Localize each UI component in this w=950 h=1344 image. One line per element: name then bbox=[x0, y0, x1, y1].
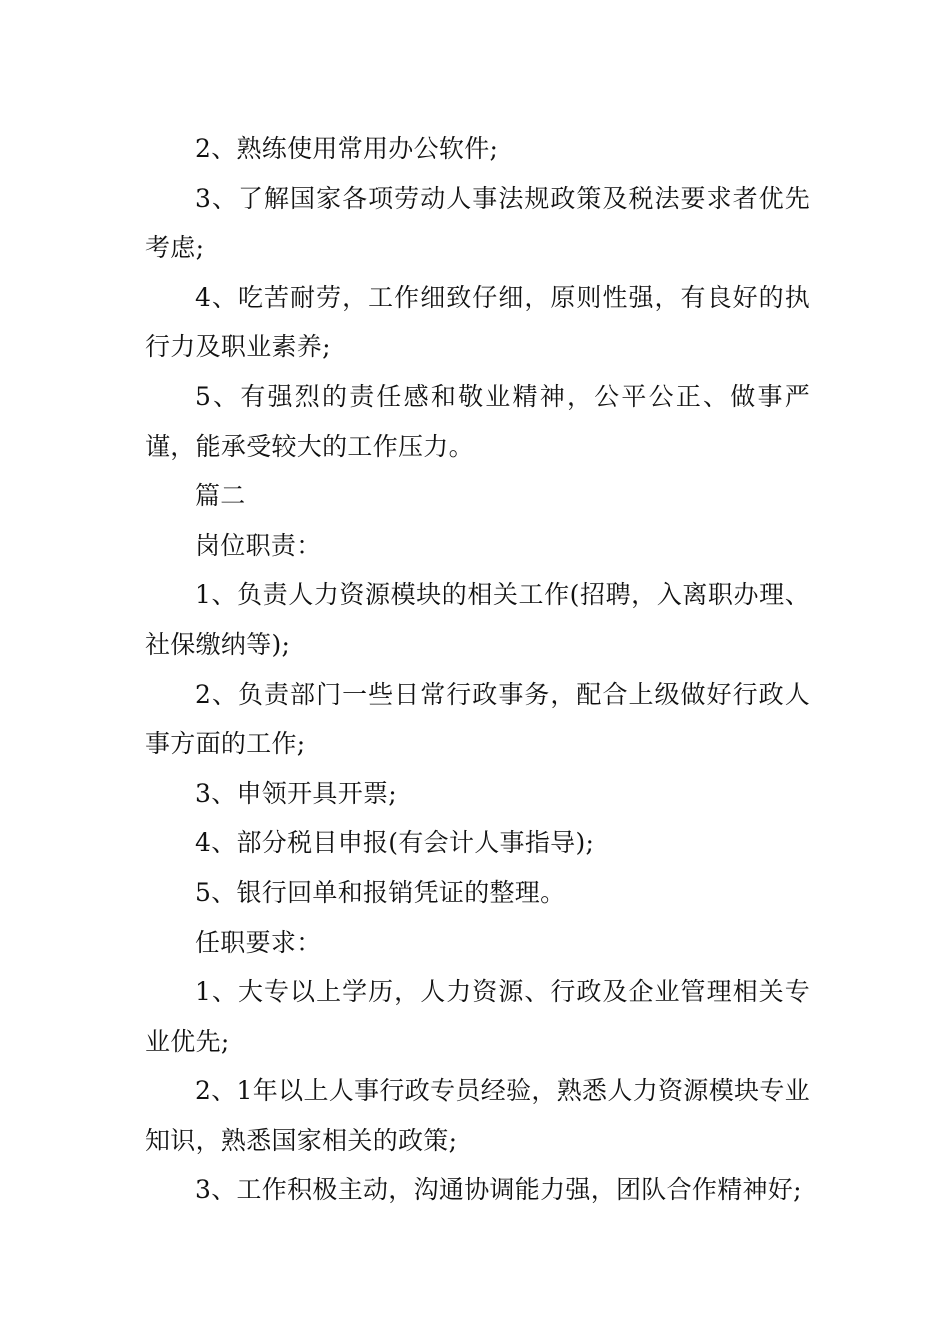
requirement-item-experience: 2、1年以上人事行政专员经验，熟悉人力资源模块专业知识，熟悉国家相关的政策; bbox=[145, 1076, 810, 1155]
duty-item-hr-modules: 1、负责人力资源模块的相关工作(招聘，入离职办理、社保缴纳等); bbox=[145, 580, 810, 659]
heading-job-duties: 岗位职责： bbox=[195, 530, 322, 560]
section-heading-part-two: 篇二 bbox=[195, 481, 246, 511]
paragraph-diligence: 4、吃苦耐劳，工作细致仔细，原则性强，有良好的执行力及职业素养; bbox=[145, 282, 810, 362]
document-body bbox=[145, 124, 810, 1215]
paragraph-labor-law: 3、了解国家各项劳动人事法规政策及税法要求者优先考虑; bbox=[145, 183, 810, 263]
duty-item-admin-affairs: 2、负责部门一些日常行政事务，配合上级做好行政人事方面的工作; bbox=[145, 679, 810, 759]
duty-item-invoicing: 3、申领开具开票; bbox=[195, 778, 398, 808]
requirement-item-education: 1、大专以上学历，人力资源、行政及企业管理相关专业优先; bbox=[145, 977, 810, 1056]
paragraph-responsibility: 5、有强烈的责任感和敬业精神，公平公正、做事严谨，能承受较大的工作压力。 bbox=[145, 381, 810, 461]
heading-requirements: 任职要求： bbox=[195, 927, 322, 957]
paragraph-skill-office: 2、熟练使用常用办公软件; bbox=[195, 134, 499, 163]
duty-item-bank-receipts: 5、银行回单和报销凭证的整理。 bbox=[195, 877, 566, 907]
duty-item-tax-filing: 4、部分税目申报(有会计人事指导); bbox=[195, 828, 595, 858]
requirement-item-teamwork: 3、工作积极主动，沟通协调能力强，团队合作精神好; bbox=[195, 1175, 802, 1205]
